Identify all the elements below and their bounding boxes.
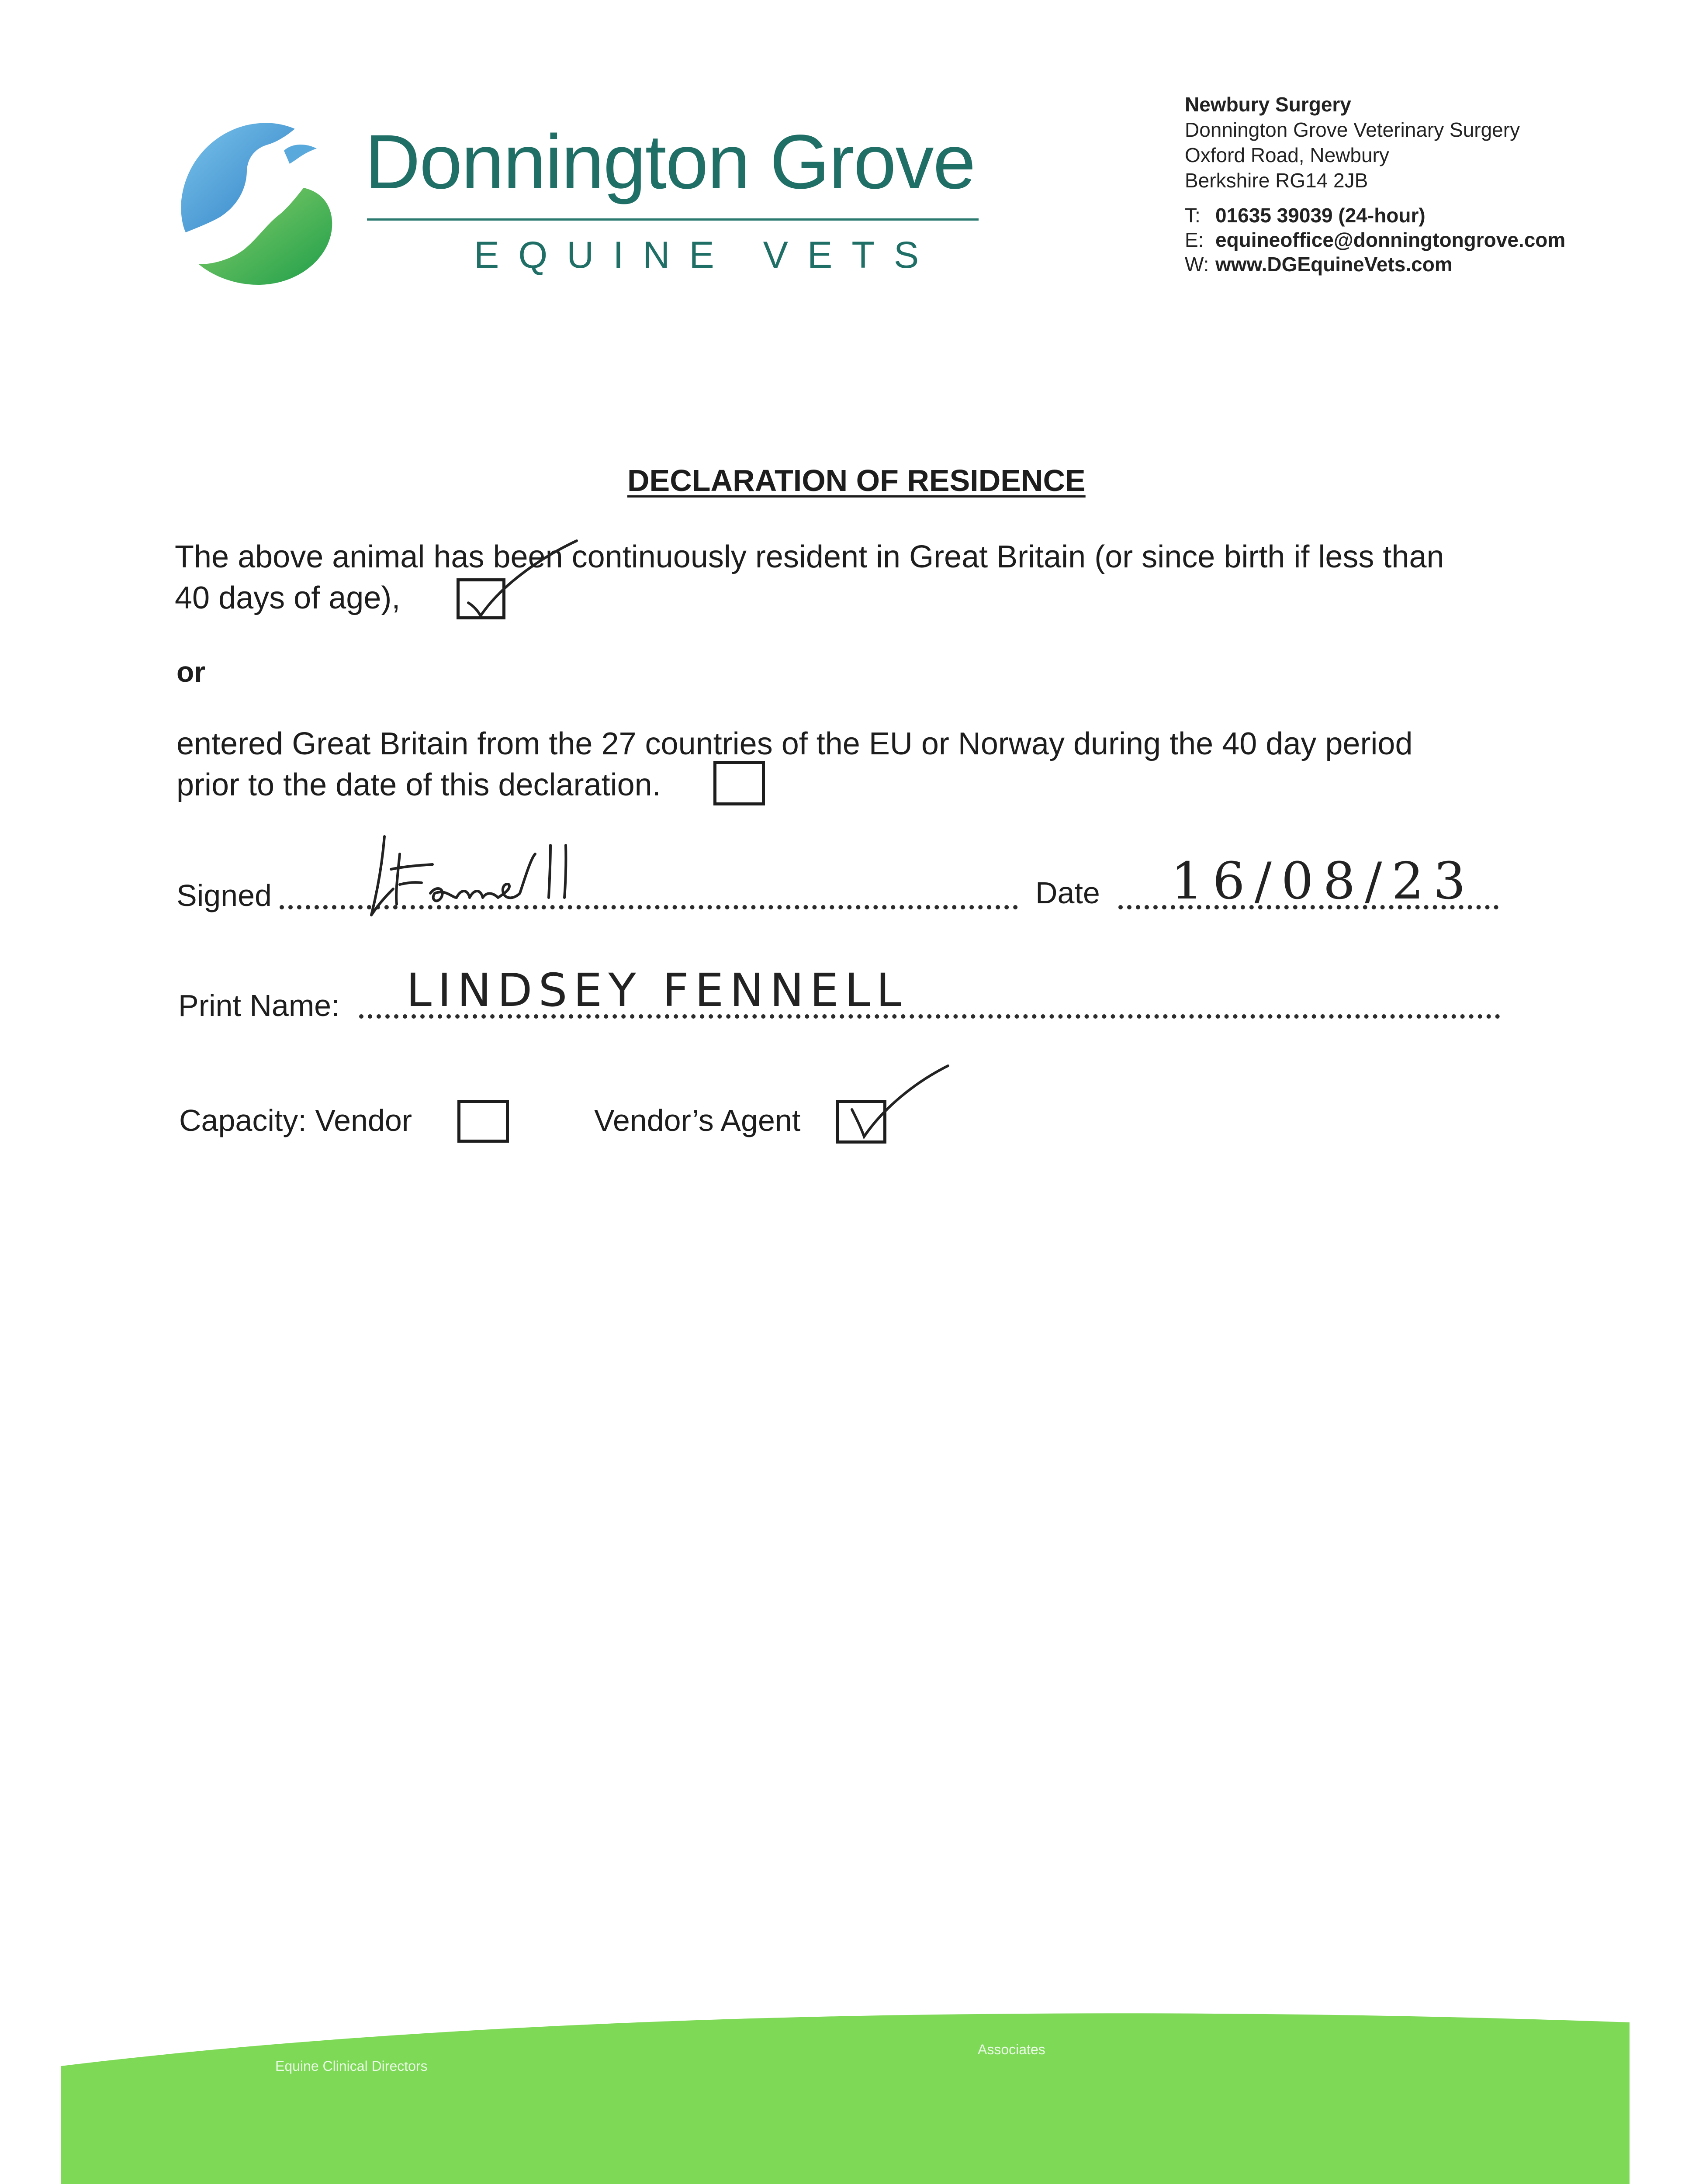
footer-band xyxy=(0,1992,1685,2184)
handwritten-print-name: LINDSEY FENNELL xyxy=(406,964,908,1017)
contact-block xyxy=(1185,203,1565,276)
handwritten-date: 16/08/23 xyxy=(1171,852,1475,911)
entered-text-line-1: entered Great Britain from the 27 countries of the EU or Norway during the 40 day period xyxy=(176,726,1413,761)
document-title: DECLARATION OF RESIDENCE xyxy=(627,463,1086,498)
phone-number: 01635 39039 (24-hour) xyxy=(1215,204,1426,227)
checkmark-icon xyxy=(459,537,581,625)
website: www.DGEquineVets.com xyxy=(1215,253,1453,276)
phone-label: T: xyxy=(1185,204,1201,227)
declaration-text-line-1: The above animal has been continuously resident in Great Britain (or since birth if less than xyxy=(175,539,1444,574)
checkmark-icon xyxy=(839,1061,952,1149)
entered-text-line-2: prior to the date of this declaration. xyxy=(176,767,661,802)
vendors-agent-label: Vendor’s Agent xyxy=(594,1103,801,1137)
handwritten-signature xyxy=(358,828,638,919)
brand-name: Donnington Grove xyxy=(365,119,975,205)
brand-divider xyxy=(367,218,979,221)
entered-checkbox[interactable] xyxy=(713,761,765,805)
declaration-text-line-2: 40 days of age), xyxy=(175,581,401,615)
signed-label: Signed xyxy=(176,878,272,912)
address-block xyxy=(1185,92,1520,193)
associates-heading: Associates xyxy=(978,2042,1045,2057)
or-separator: or xyxy=(176,656,205,688)
brand-subtitle: EQUINE VETS xyxy=(474,234,938,276)
print-name-label: Print Name: xyxy=(178,988,340,1023)
surgery-name: Newbury Surgery xyxy=(1185,93,1351,116)
footer-directors xyxy=(275,2057,428,2075)
web-label: W: xyxy=(1185,253,1209,276)
address-line-2: Oxford Road, Newbury xyxy=(1185,144,1389,166)
capacity-vendor-label: Capacity: Vendor xyxy=(179,1103,412,1137)
date-label: Date xyxy=(1035,876,1100,910)
vendor-checkbox[interactable] xyxy=(457,1100,509,1143)
directors-heading: Equine Clinical Directors xyxy=(275,2058,428,2074)
horse-head-logo-icon xyxy=(173,118,339,288)
email-address: equineoffice@donningtongrove.com xyxy=(1215,228,1566,251)
address-line-1: Donnington Grove Veterinary Surgery xyxy=(1185,118,1520,141)
email-label: E: xyxy=(1185,228,1204,251)
address-line-3: Berkshire RG14 2JB xyxy=(1185,169,1368,192)
footer-associates xyxy=(978,2041,1045,2058)
